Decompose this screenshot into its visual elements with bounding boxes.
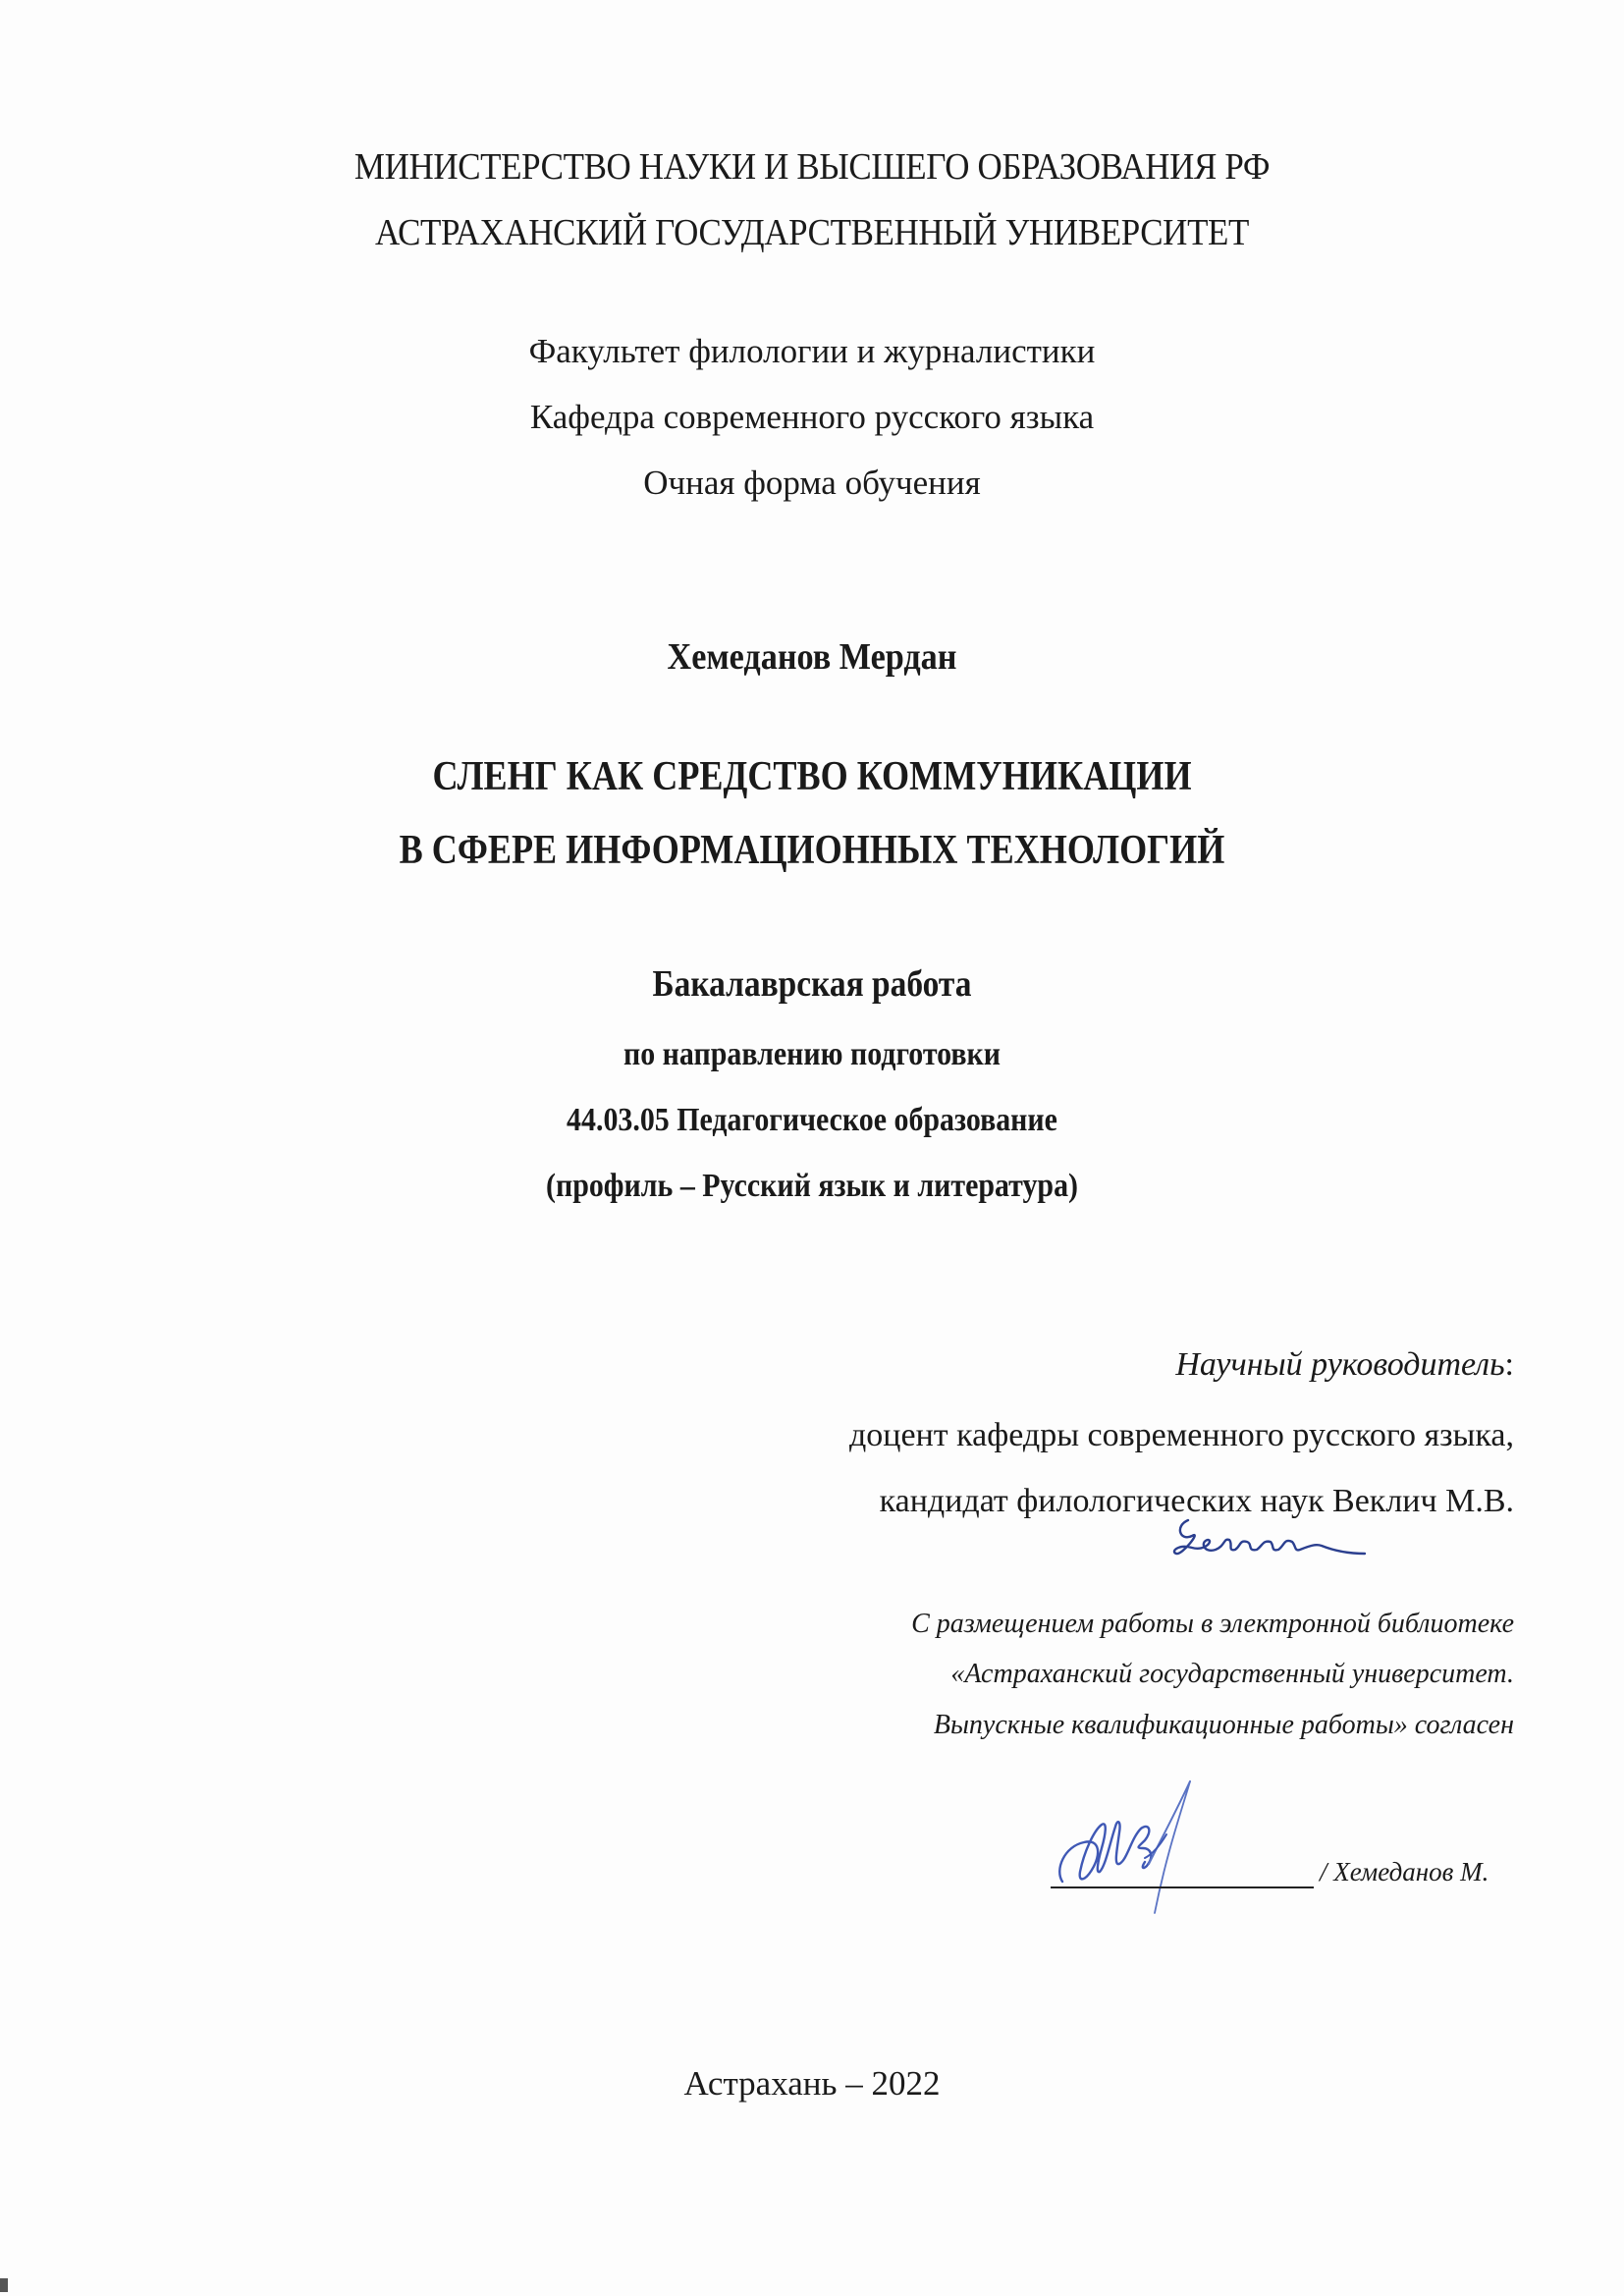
study-form: Очная форма обучения [643, 464, 981, 502]
university-name: АСТРАХАНСКИЙ ГОСУДАРСТВЕННЫЙ УНИВЕРСИТЕТ [374, 212, 1250, 253]
scan-artifact [0, 2278, 8, 2292]
profile: (профиль – Русский язык и литература) [545, 1168, 1078, 1204]
supervisor-label: Научный руководитель [1175, 1346, 1505, 1383]
supervisor-heading [1175, 1348, 1514, 1382]
city-year: Астрахань – 2022 [683, 2064, 941, 2103]
work-type: Бакалаврская работа [652, 963, 972, 1005]
author-signature [1051, 1776, 1247, 1923]
author-name: Хемеданов Мердан [667, 636, 957, 678]
supervisor-label-colon: : [1504, 1346, 1514, 1383]
thesis-title-line-2: В СФЕРЕ ИНФОРМАЦИОННЫХ ТЕХНОЛОГИЙ [399, 828, 1225, 873]
supervisor-degree-name: кандидат филологических наук Веклич М.В. [879, 1483, 1514, 1519]
direction-label: по направлению подготовки [623, 1036, 1001, 1072]
consent-line-2: «Астраханский государственный университет. [950, 1659, 1514, 1689]
direction-code: 44.03.05 Педагогическое образование [567, 1102, 1057, 1138]
faculty-name: Факультет филологии и журналистики [528, 332, 1096, 370]
supervisor-position: доцент кафедры современного русского языка, [848, 1417, 1514, 1453]
chair-name: Кафедра современного русского языка [529, 398, 1095, 436]
consent-line-3: Выпускные квалификационные работы» согласен [933, 1710, 1514, 1740]
thesis-title-line-1: СЛЕНГ КАК СРЕДСТВО КОММУНИКАЦИИ [432, 754, 1192, 799]
consent-line-1: С размещением работы в электронной библиотеке [911, 1609, 1514, 1639]
author-signature-name: / Хемеданов М. [1320, 1857, 1489, 1886]
supervisor-signature [1168, 1512, 1394, 1571]
ministry-name: МИНИСТЕРСТВО НАУКИ И ВЫСШЕГО ОБРАЗОВАНИЯ РФ [353, 146, 1271, 188]
signature-underline [1051, 1886, 1314, 1888]
